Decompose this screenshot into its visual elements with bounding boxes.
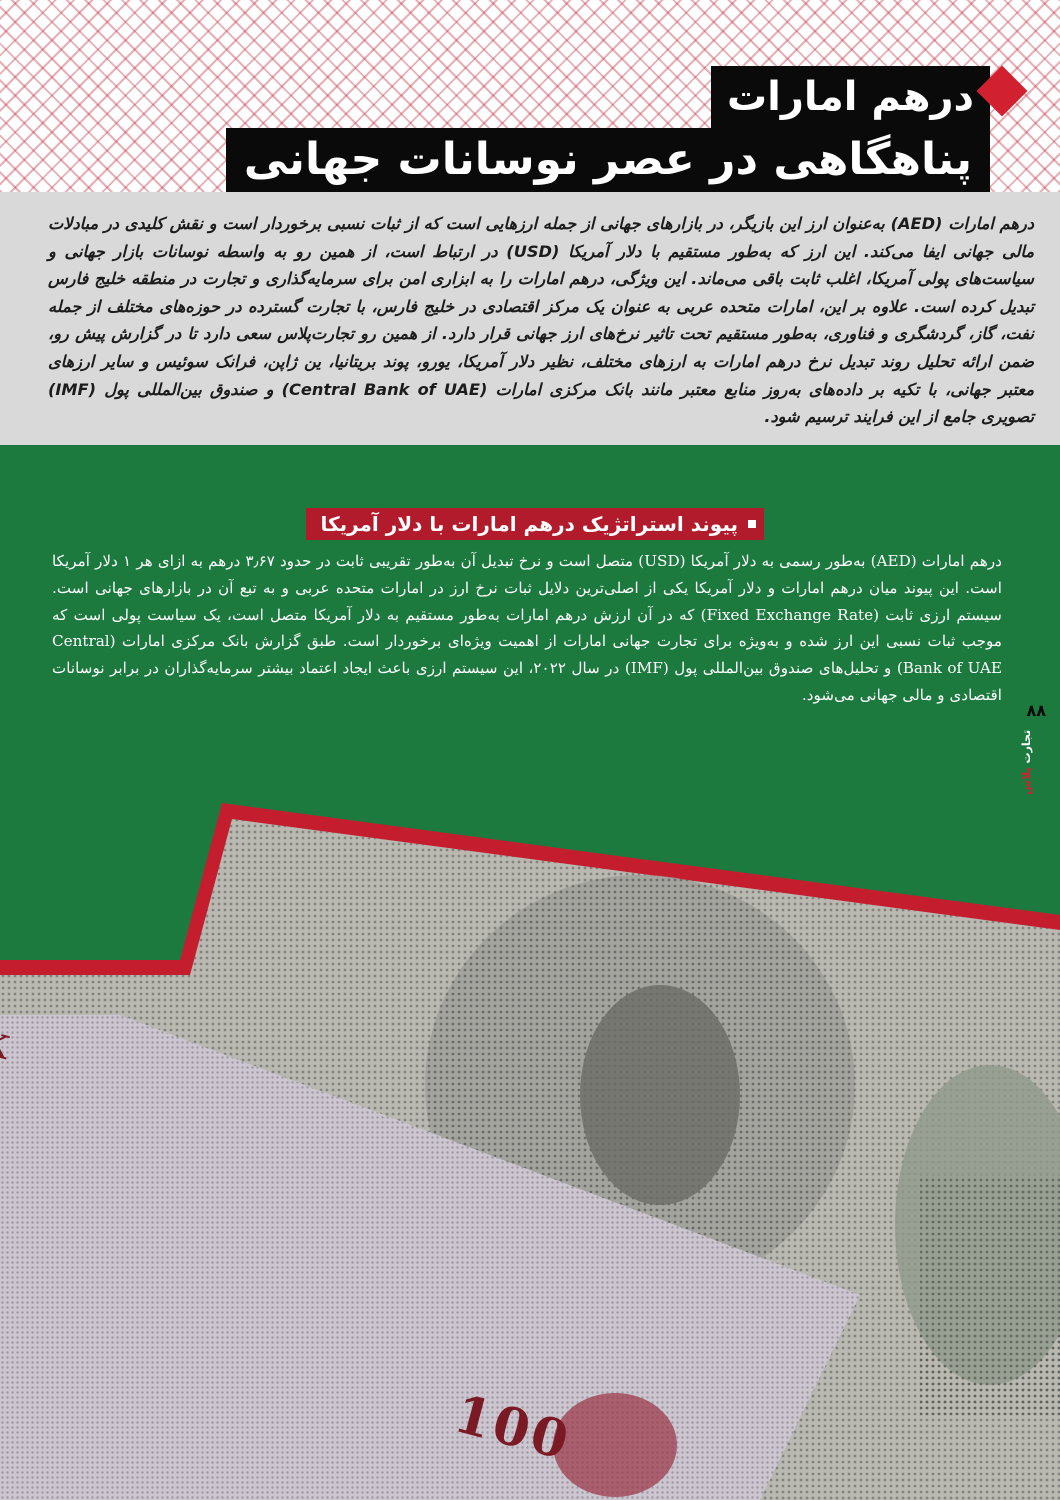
page-number: ۸۸ — [1026, 701, 1046, 720]
bullet-square-icon — [748, 520, 756, 528]
brand-logo: تجارت پلاس — [1020, 729, 1033, 795]
banknote-value: 100 — [448, 1383, 578, 1473]
banknote-emblem — [553, 1393, 677, 1497]
section-heading-text: پیوند استراتژیک درهم امارات با دلار آمریکا — [320, 512, 738, 536]
title-line-2: پناهگاهی در عصر نوسانات جهانی — [226, 128, 990, 192]
green-section — [0, 445, 1060, 1500]
intro-box — [0, 192, 1060, 445]
portrait-face — [580, 985, 740, 1205]
section-body: درهم امارات (AED) به‌طور رسمی به دلار آمریکا (USD) متصل است و نرخ تبدیل آن به‌طور تقریبی ثابت در حدود ۳٫۶۷ درهم به ازای هر ۱ دلار آمریکا است. این پیوند میان درهم امارات و دلار آمریکا یکی از اصلی‌ترین دلایل ثبات نرخ ارز در امارات متحده عربی و به تبع آن در بازارهای جهانی است. سیستم ارزی ثابت (Fixed Exchange Rate) که در آن ارزش درهم امارات به‌طور مستقیم به دلار آمریکا متصل است، یک سیاست پولی است که موجب ثبات نسبی این ارز شده و به‌ویژه برای تجارت جهانی امارات از اهمیت ویژه‌ای برخوردار است. طبق گزارش بانک مرکزی امارات (Central Bank of UAE) و تحلیل‌های صندوق بین‌المللی پول (IMF) در سال ۲۰۲۲، این سیستم ارزی باعث ایجاد اعتماد بیشتر سرمایه‌گذاران در برابر نوسانات اقتصادی و مالی جهانی می‌شود. — [52, 552, 1002, 704]
title-line-1: درهم امارات — [711, 66, 990, 128]
section-heading — [306, 508, 764, 540]
intro-paragraph: درهم امارات (AED) به‌عنوان ارز این بازیگر، در بازارهای جهانی از جمله ارزهایی است که از ثبات نسبی برخوردار است و نقش کلیدی در مبادلات مالی جهانی ایفا می‌کند. این ارز که به‌طور مستقیم با دلار آمریکا (USD) در ارتباط است، از همین رو به واسطه نوسانات بازار جهانی و سیاست‌های پولی آمریکا، اغلب ثابت باقی می‌ماند. این ویژگی، درهم امارات را به ابزاری امن برای سرمایه‌گذاری و تجارت در منطقه خلیج فارس تبدیل کرده است. علاوه بر این، امارات متحده عربی به عنوان یک مرکز اقتصادی در خلیج فارس، با تجارت گسترده در حوزه‌های مختلف از جمله نفت، گاز، گردشگری و فناوری، به‌طور مستقیم تحت تاثیر نرخ‌های ارز جهانی قرار دارد. از همین رو تجارت‌پلاس سعی دارد تا در گزارش پیش رو، ضمن ارائه تحلیل روند تبدیل نرخ درهم امارات به ارزهای مختلف، نظیر دلار آمریکا، یورو، پوند بریتانیا، ین ژاپن، فرانک سوئیس و سایر ارزهای معتبر جهانی، با تکیه بر داده‌های به‌روز منابع معتبر مانند بانک مرکزی امارات (Central Bank of UAE) و صندوق بین‌المللی پول (IMF) تصویری جامع از این فرایند ترسیم شود. — [48, 214, 1035, 427]
